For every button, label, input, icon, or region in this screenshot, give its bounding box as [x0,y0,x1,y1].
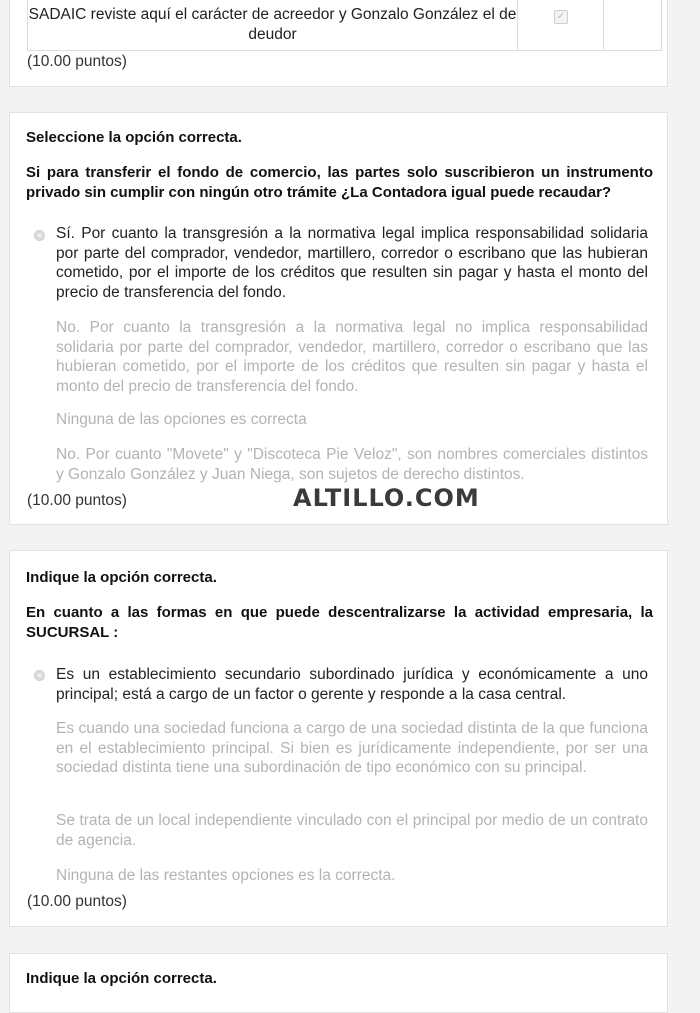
table-cell-checkbox[interactable] [518,0,604,50]
option-2[interactable]: Es cuando una sociedad funciona a cargo de una sociedad distinta de la que funciona en el establecimiento principal. Si bien es jurídicamente independiente, por ser una sociedad distinta tiene una subordinación de tipo económico con su principal. [56,720,648,776]
question-card [9,550,668,927]
question-card [9,953,668,1013]
table-row-text: SADAIC reviste aquí el carácter de acreedor y Gonzalo González el de deudor [28,0,518,50]
answer-table [27,0,662,51]
question-instruction: Indique la opción correcta. [26,569,217,586]
question-text: En cuanto a las formas en que puede descentralizarse la actividad empresaria, la SUCURSAL : [26,604,653,641]
question-card [9,0,668,87]
option-4[interactable]: Ninguna de las restantes opciones es la correcta. [56,867,396,884]
option-2[interactable]: No. Por cuanto la transgresión a la normativa legal no implica responsabilidad solidaria por parte del comprador, vendedor, martillero, corredor o escribano que las hubieran cometido, por el importe de los créditos que resulten sin pagar y hasta el monto del precio de transferencia del fondo. [56,319,648,395]
option-3[interactable]: Ninguna de las opciones es correcta [56,411,307,428]
watermark-text: ALTILLO.COM [293,484,480,512]
question-instruction: Indique la opción correcta. [26,970,217,987]
points-label: (10.00 puntos) [27,53,127,70]
question-instruction: Seleccione la opción correcta. [26,129,242,146]
option-1[interactable]: Sí. Por cuanto la transgresión a la normativa legal implica responsabilidad solidaria por parte del comprador, vendedor, martillero, corredor o escribano que las hubieran cometido, por el importe de los créditos que resulten sin pagar y hasta el monto del precio de transferencia del fondo. [56,225,648,301]
option-3[interactable]: Se trata de un local independiente vinculado con el principal por medio de un contrato de agencia. [56,812,648,849]
option-1[interactable]: Es un establecimiento secundario subordinado jurídica y económicamente a uno principal; está a cargo de un factor o gerente y responde a la casa central. [56,666,648,703]
option-4[interactable]: No. Por cuanto "Movete" y "Discoteca Pie Veloz", son nombres comerciales distintos y Gonzalo González y Juan Niega, son sujetos de derecho distintos. [56,446,648,483]
question-text: Si para transferir el fondo de comercio, las partes solo suscribieron un instrumento privado sin cumplir con ningún otro trámite ¿La Contadora igual puede recaudar? [26,164,653,201]
points-label: (10.00 puntos) [27,492,127,509]
radio-selected-icon[interactable] [34,230,45,241]
radio-selected-icon[interactable] [34,670,45,681]
question-card [9,112,668,525]
checkbox-checked-icon[interactable]: ✓ [554,10,568,24]
points-label: (10.00 puntos) [27,893,127,910]
